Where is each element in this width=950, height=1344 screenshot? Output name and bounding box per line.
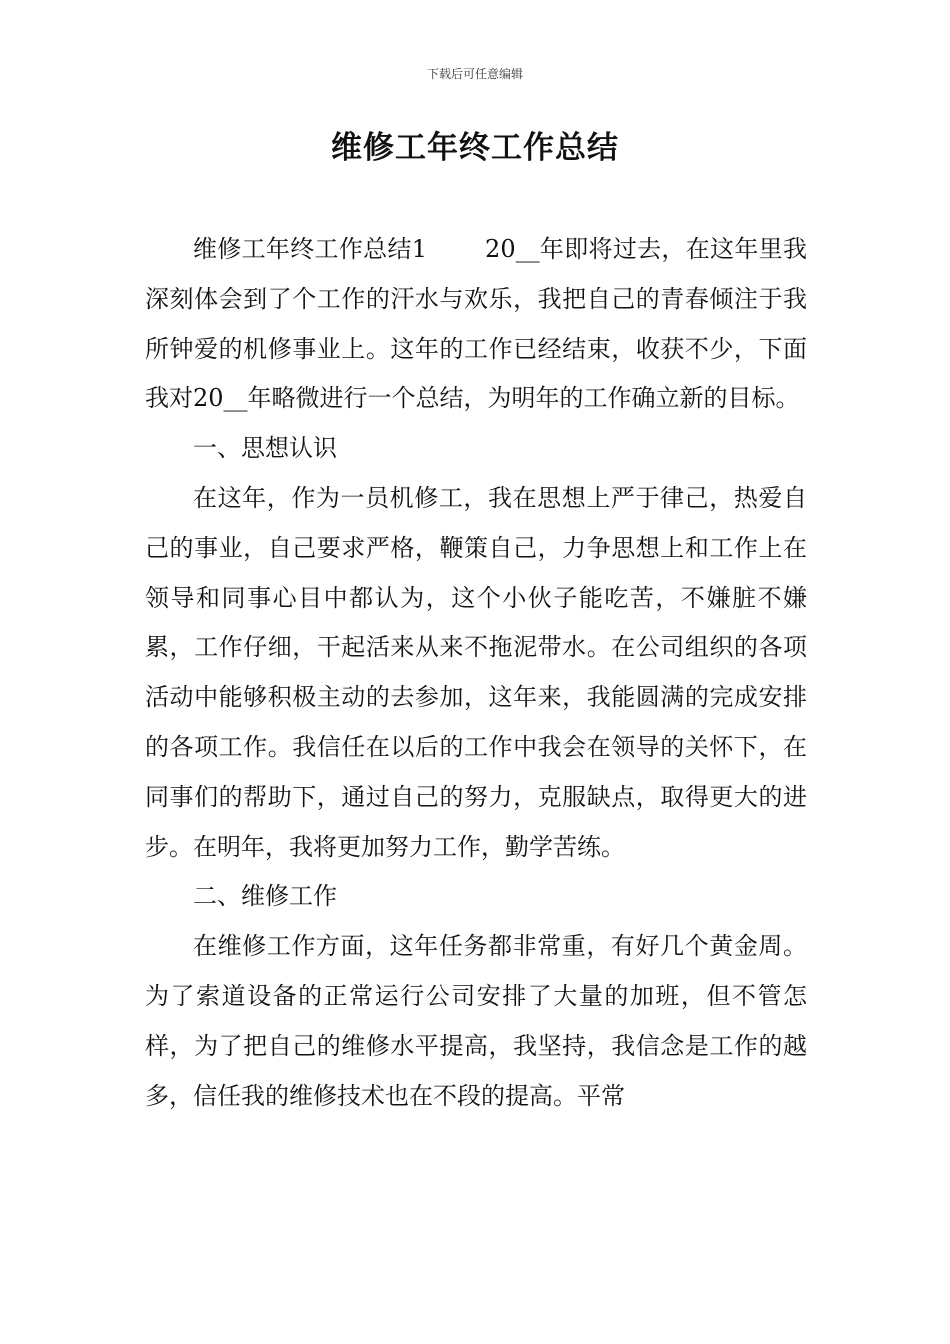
document-body [145, 225, 807, 1121]
section-body-thoughts: 在这年，作为一员机修工，我在思想上严于律己，热爱自己的事业，自己要求严格，鞭策自己，力争思想上和工作上在领导和同事心目中都认为，这个小伙子能吃苦，不嫌脏不嫌累，工作仔细，干起活来从来不拖泥带水。在公司组织的各项活动中能够积极主动的去参加，这年来，我能圆满的完成安排的各项工作。我信任在以后的工作中我会在领导的关怀下，在同事们的帮助下，通过自己的努力，克服缺点，取得更大的进步。在明年，我将更加努力工作，勤学苦练。 [145, 483, 807, 861]
section-heading-thoughts: 一、思想认识 [193, 434, 337, 463]
section-body-maintenance: 在维修工作方面，这年任务都非常重，有好几个黄金周。为了索道设备的正常运行公司安排了大量的加班，但不管怎样，为了把自己的维修水平提高，我坚持，我信念是工作的越多，信任我的维修技术也在不段的提高。平常 [145, 932, 807, 1110]
document-title: 维修工年终工作总结 [331, 130, 619, 166]
intro-lead: 维修工年终工作总结1 [193, 235, 428, 263]
header-note: 下载后可任意编辑 [426, 67, 523, 81]
intro-text: 20__年即将过去，在这年里我深刻体会到了个工作的汗水与欢乐，我把自己的青春倾注于我所钟爱的机修事业上。这年的工作已经结束，收获不少，下面我对20__年略微进行一个总结，为明年的工作确立新的目标。 [145, 235, 807, 413]
section-heading-maintenance: 二、维修工作 [193, 882, 337, 911]
intro-paragraph [145, 225, 807, 424]
